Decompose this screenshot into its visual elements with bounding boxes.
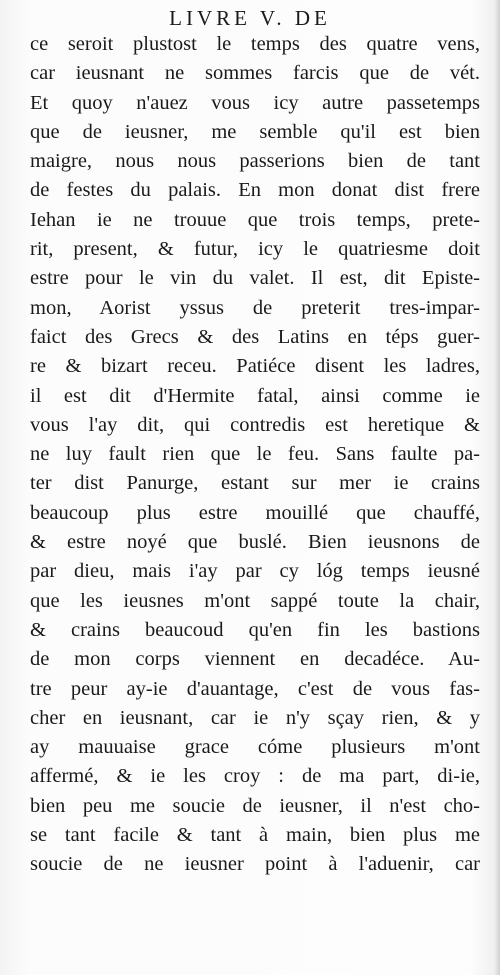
text-line: re & bizart receu. Patiéce disent les ladres, xyxy=(30,355,480,378)
text-line: de mon corps viennent en decadéce. Au- xyxy=(30,648,480,671)
text-line: & estre noyé que buslé. Bien ieusnons de xyxy=(30,531,480,554)
text-line: beaucoup plus estre mouillé que chauffé, xyxy=(30,501,480,524)
text-line: rit, present, & futur, icy le quatriesme doit xyxy=(30,238,480,261)
text-line: soucie de ne ieusner point à l'aduenir, car xyxy=(30,853,480,876)
text-line: estre pour le vin du valet. Il est, dit Episte- xyxy=(30,267,480,290)
text-line: bien peu me soucie de ieusner, il n'est cho- xyxy=(30,794,480,817)
text-line: que les ieusnes m'ont sappé toute la chair, xyxy=(30,589,480,612)
text-line: ne luy fault rien que le feu. Sans faulte pa- xyxy=(30,443,480,466)
text-line: & crains beaucoud qu'en fin les bastions xyxy=(30,618,480,641)
text-line: il est dit d'Hermite fatal, ainsi comme ie xyxy=(30,384,480,407)
text-line: mon, Aorist yssus de preterit tres-impar- xyxy=(30,296,480,319)
text-line: ce seroit plustost le temps des quatre vens, xyxy=(30,33,480,55)
text-line: affermé, & ie les croy : de ma part, di-ie, xyxy=(30,765,480,788)
text-line: car ieusnant ne sommes farcis que de vét. xyxy=(30,62,480,85)
text-line: se tant facile & tant à main, bien plus me xyxy=(30,824,480,847)
text-line: de festes du palais. En mon donat dist frere xyxy=(30,179,480,202)
text-line: que de ieusner, me semble qu'il est bien xyxy=(30,120,480,143)
page-edge-shadow xyxy=(494,0,500,975)
text-line: Iehan ie ne trouue que trois temps, prete- xyxy=(30,208,480,231)
text-line: ay mauuaise grace cóme plusieurs m'ont xyxy=(30,736,480,759)
text-line: faict des Grecs & des Latins en téps guer- xyxy=(30,325,480,348)
text-line: vous l'ay dit, qui contredis est heretique & xyxy=(30,413,480,436)
text-line: maigre, nous nous passerions bien de tant xyxy=(30,150,480,173)
text-line: ter dist Panurge, estant sur mer ie crains xyxy=(30,472,480,495)
body-text xyxy=(30,30,480,950)
text-line: tre peur ay-ie d'auantage, c'est de vous fas- xyxy=(30,677,480,700)
running-head: LIVRE V. DE xyxy=(169,6,331,30)
text-line: cher en ieusnant, car ie n'y sçay rien, & y xyxy=(30,706,480,729)
text-line: par dieu, mais i'ay par cy lóg temps ieusné xyxy=(30,560,480,583)
text-line: Et quoy n'auez vous icy autre passetemps xyxy=(30,91,480,114)
